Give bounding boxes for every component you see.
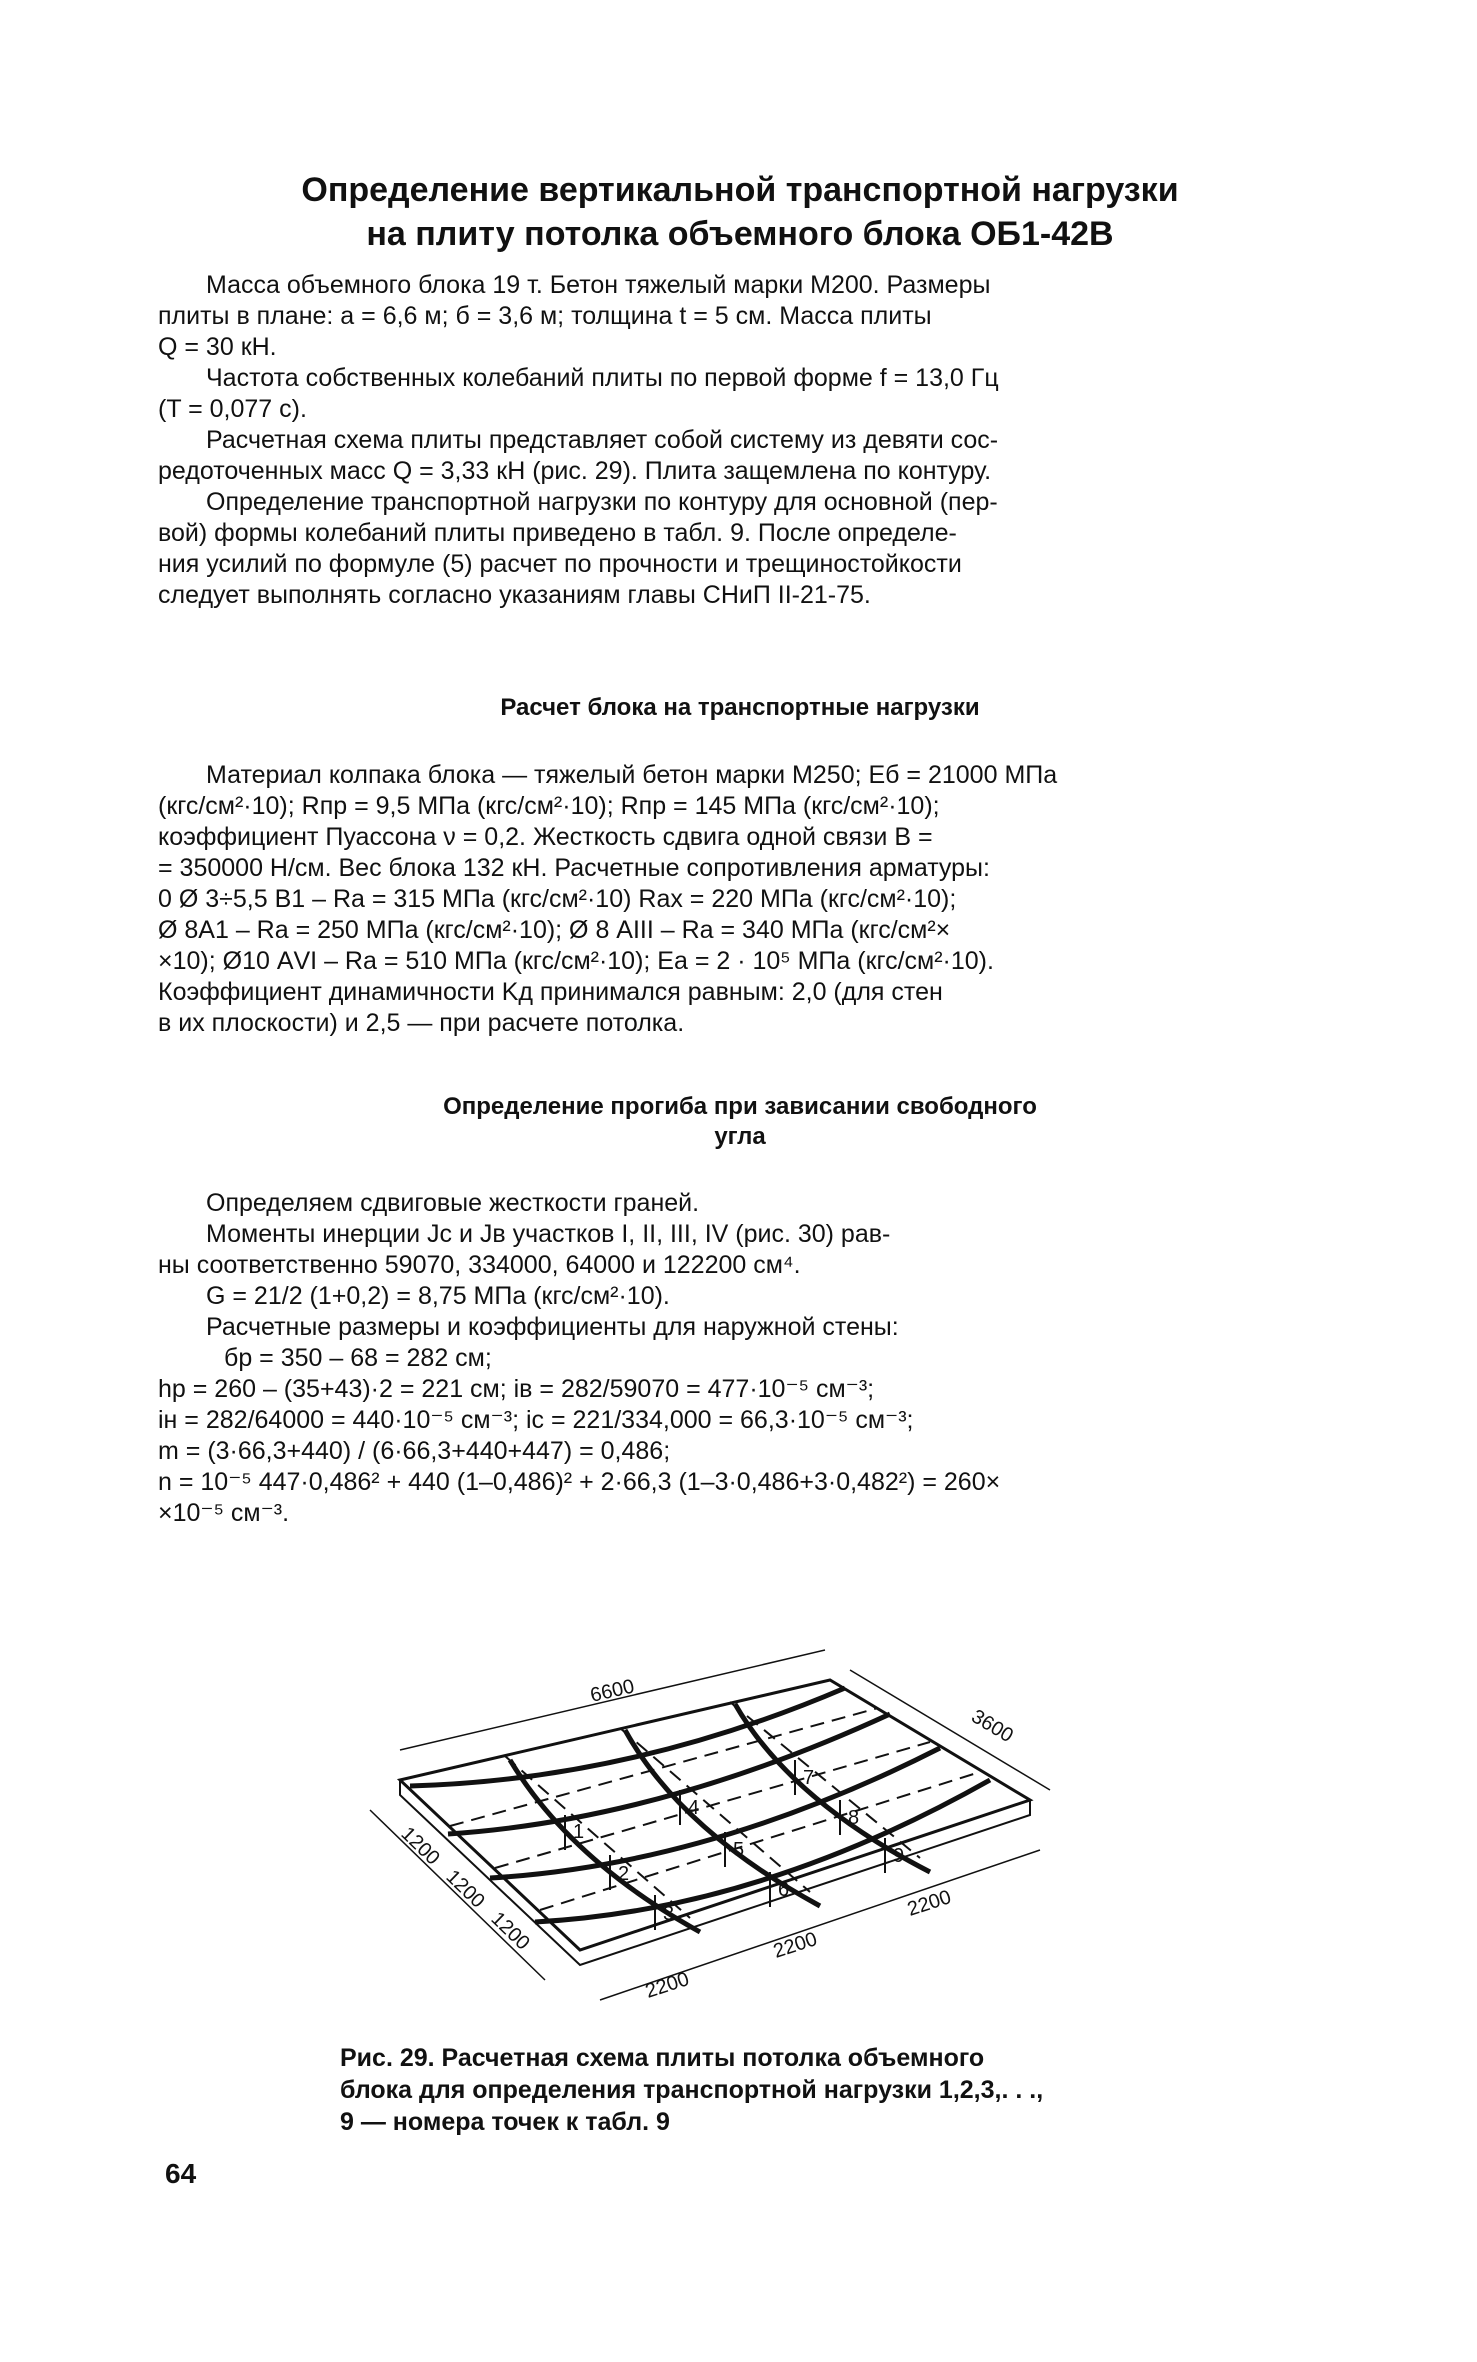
text-line: (T = 0,077 с). — [158, 395, 307, 423]
grid-line — [730, 1702, 920, 1858]
point-label: 7 — [803, 1767, 815, 1789]
text-line: редоточенных масс Q = 3,33 кН (рис. 29). Плита защемлена по контуру. — [158, 457, 992, 485]
formula-line: hр = 260 – (35+43)·2 = 221 см; iв = 282/59070 = 477·10⁻⁵ см⁻³; — [158, 1375, 875, 1403]
formula-line: ×10⁻⁵ см⁻³. — [158, 1499, 290, 1527]
dimension-line — [850, 1670, 1050, 1790]
text-line: Ø 8А1 – Ra = 250 МПа (кгс/см²·10); Ø 8 АIII – Ra = 340 МПа (кгс/см²× — [158, 916, 951, 944]
point-label: 5 — [733, 1839, 745, 1861]
text-line: коэффициент Пуассона ν = 0,2. Жесткость сдвига одной связи B = — [158, 823, 933, 851]
text-line: 0 Ø 3÷5,5 B1 – Ra = 315 МПа (кгс/см²·10) Raх = 220 МПа (кгс/см²·10); — [158, 885, 957, 913]
text-line: Расчетная схема плиты представляет собой систему из девяти сос- — [206, 426, 999, 454]
page-number: 64 — [165, 2158, 197, 2189]
section-heading — [300, 1092, 1180, 1152]
text-line: Частота собственных колебаний плиты по первой форме f = 13,0 Гц — [206, 364, 999, 392]
heading-line: угла — [714, 1123, 766, 1150]
page-title — [180, 168, 1300, 256]
dimension-label: 2200 — [642, 1968, 692, 2003]
formula-line: n = 10⁻⁵ 447·0,486² + 440 (1–0,486)² + 2·66,3 (1–3·0,486+3·0,482²) = 260× — [158, 1468, 1001, 1496]
section-heading: Расчет блока на транспортные нагрузки — [500, 694, 980, 721]
text-line: следует выполнять согласно указаниям главы СНиП II-21-75. — [158, 581, 871, 609]
text-line: Определение транспортной нагрузки по контуру для основной (пер- — [206, 488, 998, 516]
title-line: на плиту потолка объемного блока ОБ1-42В — [366, 215, 1114, 253]
caption-line: блока для определения транспортной нагрузки 1,2,3,. . ., — [340, 2076, 1044, 2104]
text-line: Расчетные размеры и коэффициенты для наружной стены: — [206, 1313, 899, 1341]
deflection-calculation — [158, 1188, 1334, 1529]
text-line: вой) формы колебаний плиты приведено в табл. 9. После определе- — [158, 519, 957, 547]
dimension-label: 1200 — [441, 1865, 489, 1913]
text-line: Моменты инерции Jс и Jв участков I, II, III, IV (рис. 30) рав- — [206, 1220, 891, 1248]
text-line: = 350000 Н/см. Вес блока 132 кН. Расчетные сопротивления арматуры: — [158, 854, 990, 882]
caption-line: Рис. 29. Расчетная схема плиты потолка объемного — [340, 2044, 985, 2072]
heading-line: Определение прогиба при зависании свободного — [443, 1093, 1037, 1120]
figure-caption — [340, 2042, 1270, 2138]
text-line: в их плоскости) и 2,5 — при расчете потолка. — [158, 1009, 685, 1037]
point-label: 9 — [893, 1845, 905, 1867]
deformed-shape-line — [448, 1714, 890, 1834]
point-label: 8 — [848, 1807, 860, 1829]
formula-line: G = 21/2 (1+0,2) = 8,75 МПа (кгс/см²·10). — [206, 1282, 670, 1310]
dimension-label: 2200 — [904, 1886, 954, 1921]
point-label: 3 — [663, 1903, 675, 1925]
text-line: ны соответственно 59070, 334000, 64000 и 122200 см⁴. — [158, 1251, 801, 1279]
dimension-label: 1200 — [486, 1907, 534, 1955]
text-line: ×10); Ø10 АVI – Ra = 510 МПа (кгс/см²·10); Ea = 2 · 10⁵ МПа (кгс/см²·10). — [158, 947, 994, 975]
text-line: Масса объемного блока 19 т. Бетон тяжелый марки М200. Размеры — [206, 271, 991, 299]
dimension-label: 3600 — [967, 1705, 1017, 1748]
text-line: Материал колпака блока — тяжелый бетон марки М250; Eб = 21000 МПа — [206, 761, 1058, 789]
text-line: ния усилий по формуле (5) расчет по прочности и трещиностойкости — [158, 550, 962, 578]
formula-line: бр = 350 – 68 = 282 см; — [224, 1344, 492, 1372]
plate-scheme-figure — [330, 1610, 1090, 2030]
text-line: Определяем сдвиговые жесткости граней. — [206, 1189, 700, 1217]
point-label: 2 — [618, 1863, 630, 1885]
point-label: 4 — [688, 1797, 700, 1819]
text-line: Q = 30 кН. — [158, 333, 277, 361]
dimension-label: 6600 — [588, 1675, 637, 1707]
text-line: плиты в плане: а = 6,6 м; б = 3,6 м; толщина t = 5 см. Масса плиты — [158, 302, 932, 330]
deformed-shape-line — [490, 1748, 940, 1878]
caption-line: 9 — номера точек к табл. 9 — [340, 2108, 670, 2136]
point-label: 1 — [573, 1821, 585, 1843]
intro-paragraph — [158, 270, 1334, 611]
materials-paragraph — [158, 760, 1334, 1039]
point-label: 6 — [778, 1879, 790, 1901]
formula-line: iн = 282/64000 = 440·10⁻⁵ см⁻³; iс = 221/334,000 = 66,3·10⁻⁵ см⁻³; — [158, 1406, 914, 1434]
title-line: Определение вертикальной транспортной нагрузки — [301, 171, 1179, 209]
text-line: (кгс/см²·10); Rпр = 9,5 МПа (кгс/см²·10); Rпр = 145 МПа (кгс/см²·10); — [158, 792, 940, 820]
text-line: Коэффициент динамичности Kд принимался равным: 2,0 (для стен — [158, 978, 943, 1006]
dimension-label: 2200 — [770, 1928, 820, 1963]
formula-line: m = (3·66,3+440) / (6·66,3+440+447) = 0,486; — [158, 1437, 671, 1465]
dimension-label: 1200 — [396, 1822, 444, 1870]
